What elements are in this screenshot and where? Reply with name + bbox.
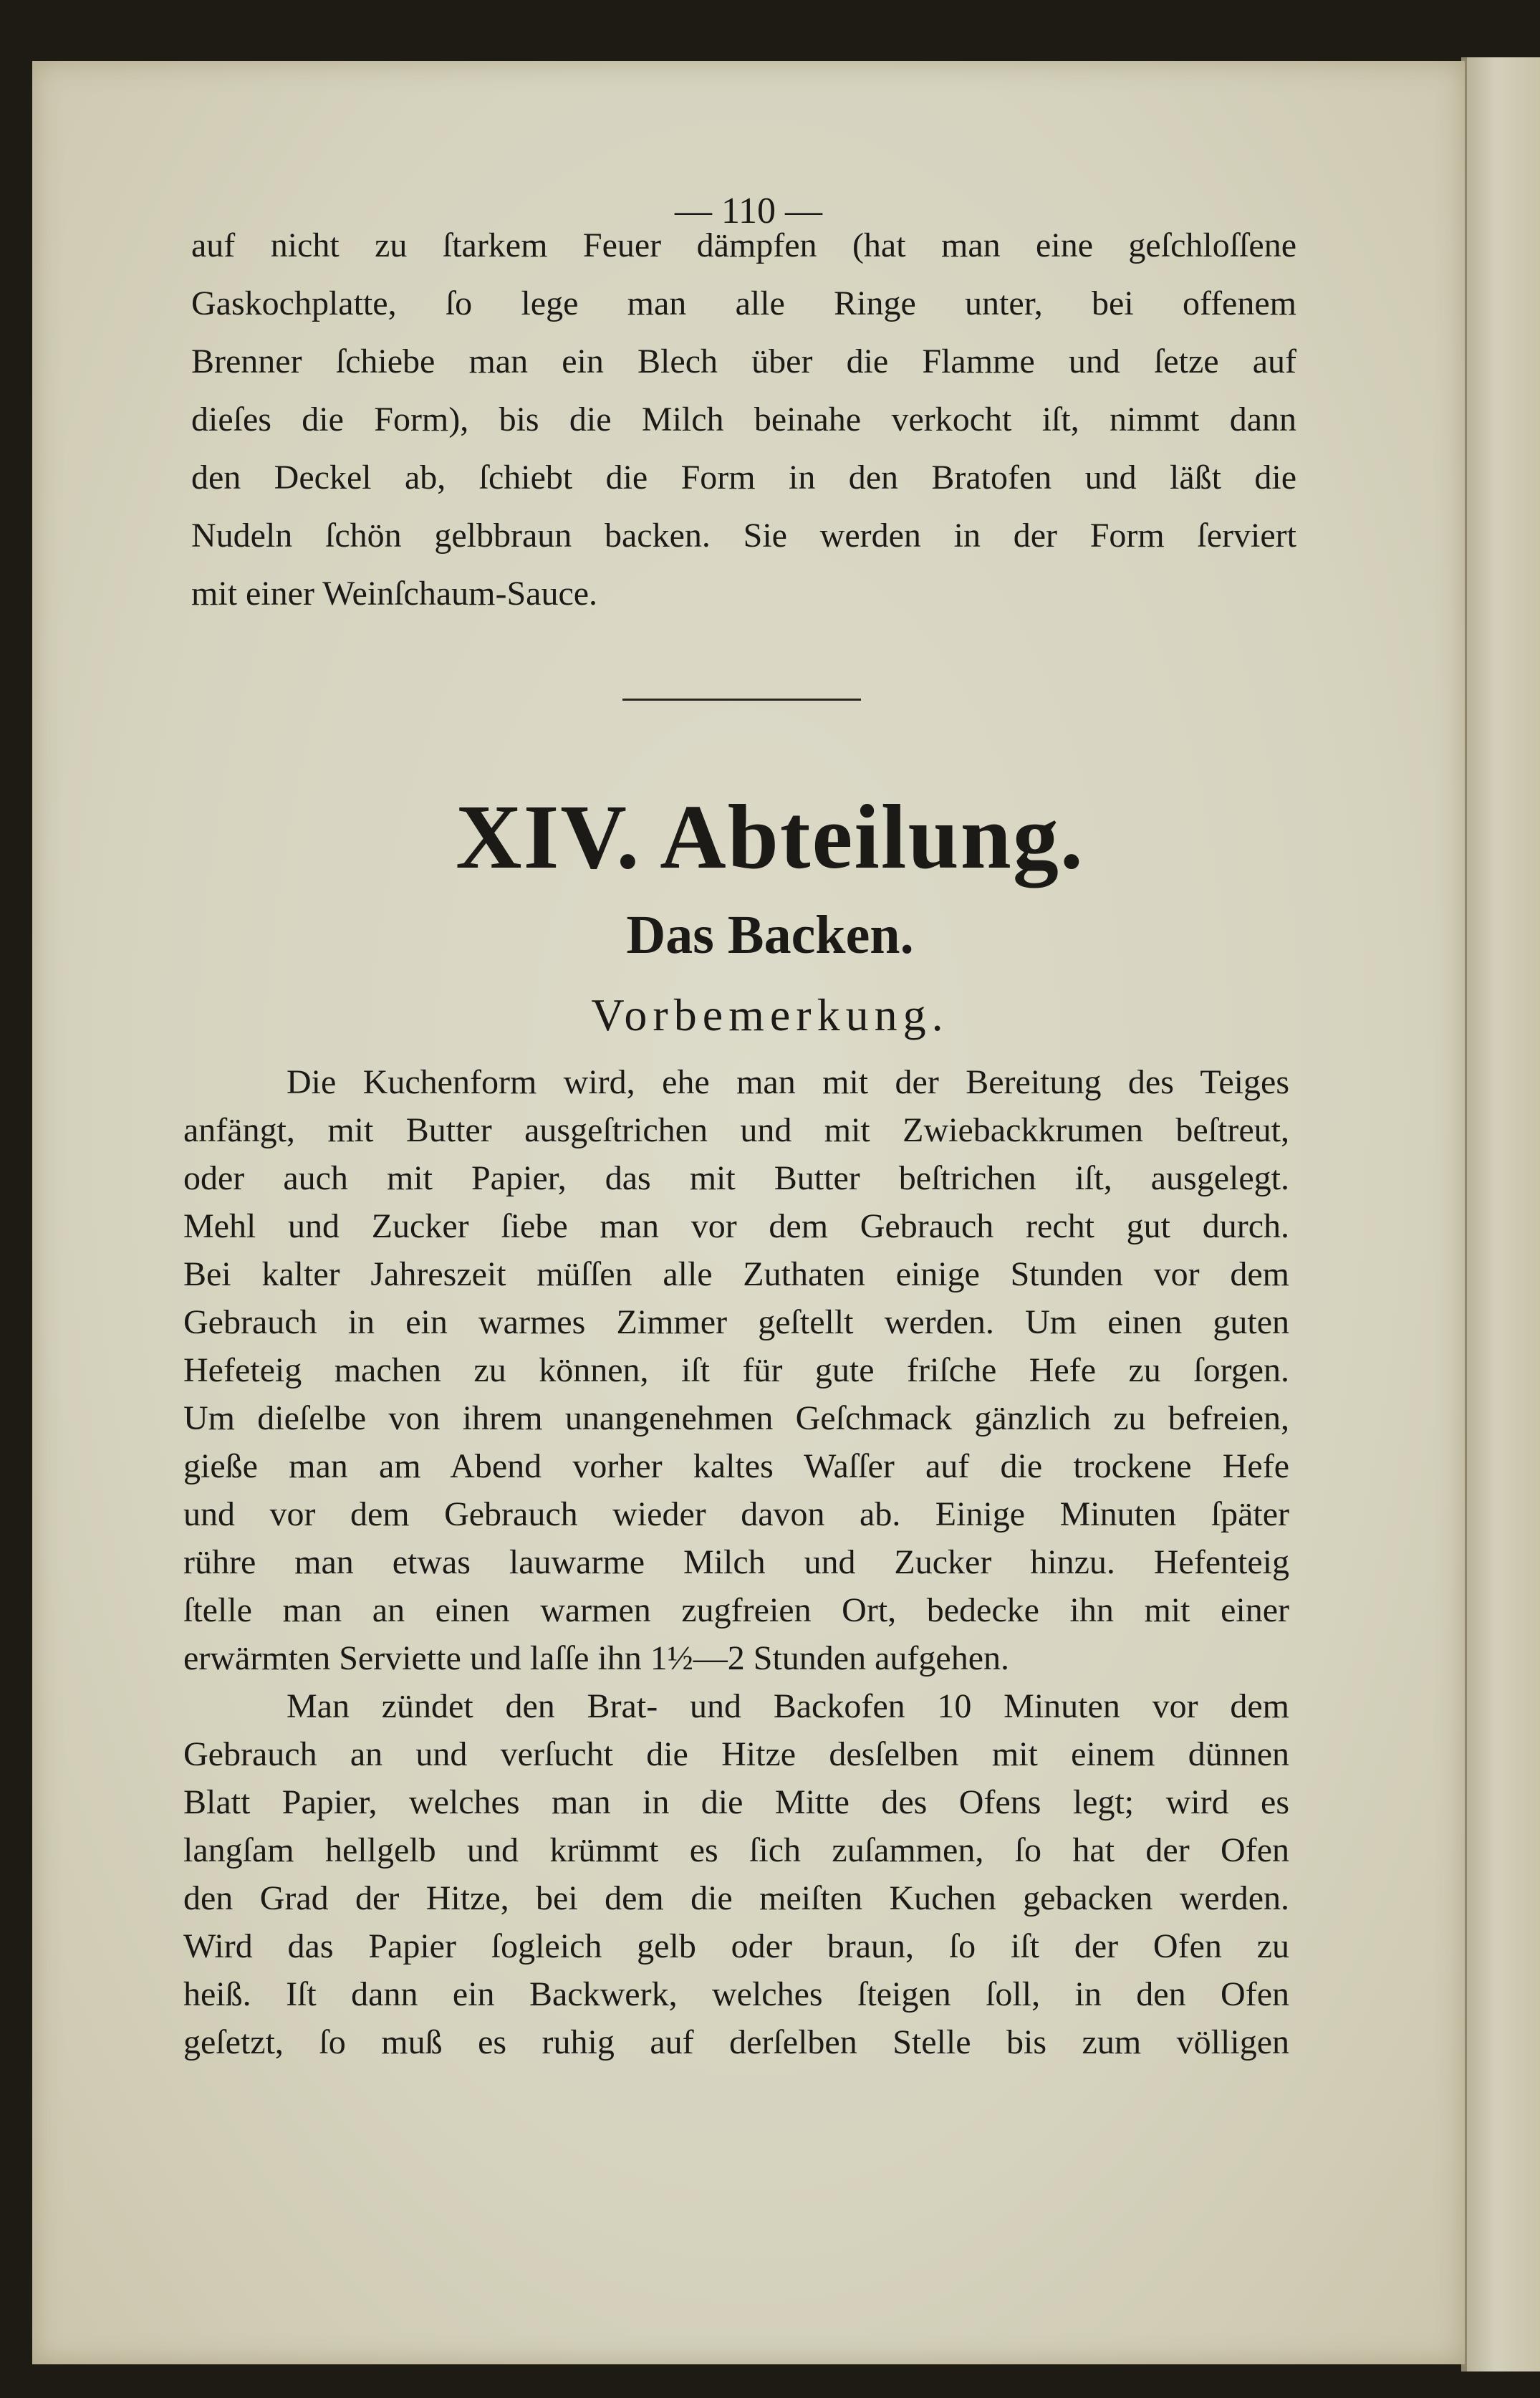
text-line: Gebrauch an und verſucht die Hitze desſelben mit einem dünnen — [183, 1735, 1289, 1773]
section-title: Vorbemerkung. — [591, 989, 949, 1040]
text-line: den Grad der Hitze, bei dem die meiſten Kuchen gebacken werden. — [183, 1879, 1289, 1917]
text-line: anfängt, mit Butter ausgeſtrichen und mit Zwiebackkrumen beſtreut, — [183, 1111, 1289, 1149]
text-line: Wird das Papier ſogleich gelb oder braun, ſo iſt der Ofen zu — [183, 1927, 1289, 1965]
text-line: Gaskochplatte, ſo lege man alle Ringe unter, bei offenem — [191, 284, 1296, 322]
text-line: oder auch mit Papier, das mit Butter beſtrichen iſt, ausgelegt. — [183, 1159, 1289, 1197]
text-line: Gebrauch in ein warmes Zimmer geſtellt werden. Um einen guten — [183, 1303, 1289, 1341]
page-number: — 110 — — [674, 191, 823, 231]
text-line: und vor dem Gebrauch wieder davon ab. Einige Minuten ſpäter — [183, 1495, 1289, 1533]
text-line: den Deckel ab, ſchiebt die Form in den Bratofen und läßt die — [191, 459, 1296, 497]
adjacent-page-edge — [1467, 57, 1540, 2371]
chapter-subheading: Das Backen. — [626, 905, 914, 965]
text-line: langſam hellgelb und krümmt es ſich zuſammen, ſo hat der Ofen — [183, 1831, 1289, 1869]
text-line: Bei kalter Jahreszeit müſſen alle Zuthaten einige Stunden vor dem — [183, 1255, 1289, 1293]
text-line: Mehl und Zucker ſiebe man vor dem Gebrauch recht gut durch. — [183, 1207, 1289, 1245]
text-line: gieße man am Abend vorher kaltes Waſſer auf die trockene Hefe — [183, 1447, 1289, 1485]
text-line: Nudeln ſchön gelbbraun backen. Sie werden in der Form ſerviert — [191, 517, 1296, 555]
text-line: mit einer Weinſchaum-Sauce. — [191, 575, 598, 613]
text-line: geſetzt, ſo muß es ruhig auf derſelben Stelle bis zum völligen — [183, 2023, 1289, 2061]
text-line: Die Kuchenform wird, ehe man mit der Bereitung des Teiges — [287, 1063, 1289, 1101]
text-line: dieſes die Form), bis die Milch beinahe verkocht iſt, nimmt dann — [191, 401, 1296, 438]
text-line: Um dieſelbe von ihrem unangenehmen Geſchmack gänzlich zu befreien, — [183, 1399, 1289, 1437]
text-line: auf nicht zu ſtarkem Feuer dämpfen (hat man eine geſchloſſene — [191, 226, 1296, 264]
text-line: Hefeteig machen zu können, iſt für gute friſche Hefe zu ſorgen. — [183, 1351, 1289, 1389]
text-line: rühre man etwas lauwarme Milch und Zucker hinzu. Hefenteig — [183, 1543, 1289, 1581]
text-line: Blatt Papier, welches man in die Mitte des Ofens legt; wird es — [183, 1783, 1289, 1821]
text-line: ſtelle man an einen warmen zugfreien Ort, bedecke ihn mit einer — [183, 1591, 1289, 1629]
section-divider — [622, 699, 861, 701]
text-line: Man zündet den Brat- und Backofen 10 Minuten vor dem — [287, 1687, 1289, 1725]
chapter-heading: XIV. Abteilung. — [456, 786, 1084, 888]
text-line: Brenner ſchiebe man ein Blech über die Flamme und ſetze auf — [191, 342, 1296, 380]
text-line: erwärmten Serviette und laſſe ihn 1½—2 Stunden aufgehen. — [183, 1639, 1010, 1677]
text-line: heiß. Iſt dann ein Backwerk, welches ſteigen ſoll, in den Ofen — [183, 1975, 1289, 2013]
continued-recipe-text — [191, 216, 1296, 623]
preface-text — [183, 1058, 1289, 2066]
